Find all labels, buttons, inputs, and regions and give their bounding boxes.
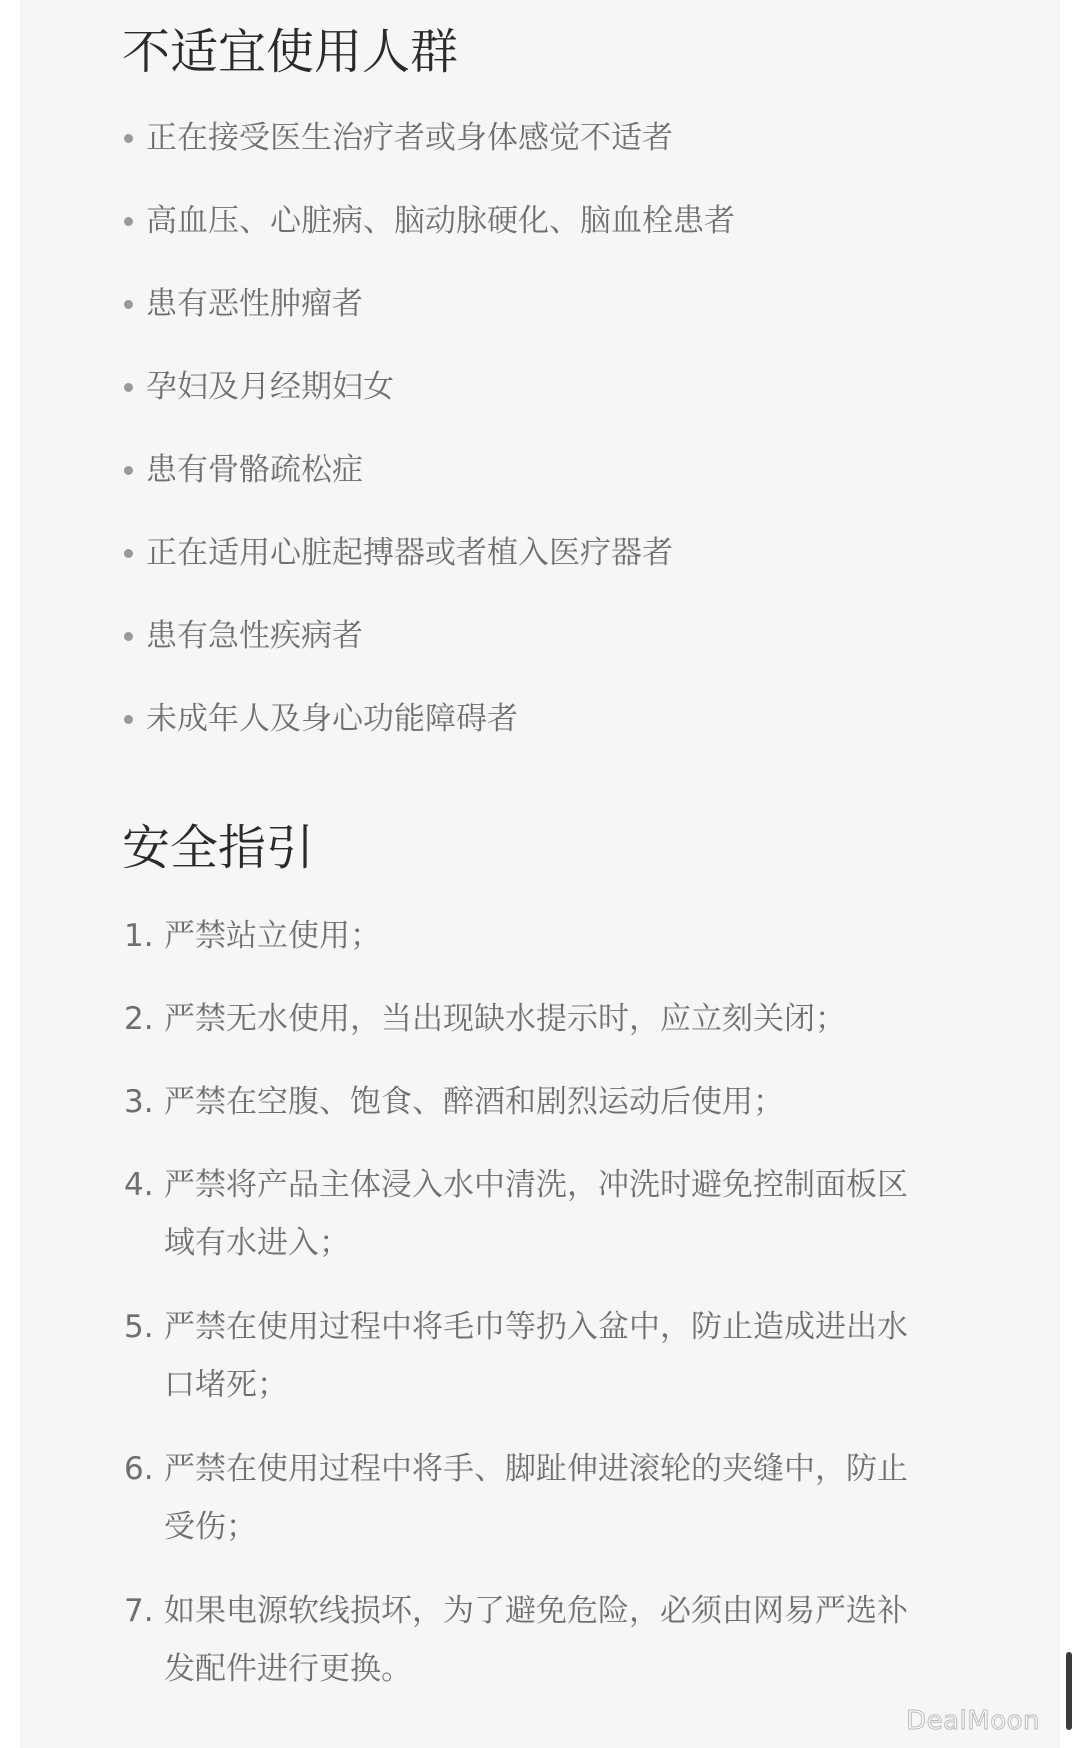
list-item — [124, 284, 735, 367]
guide-number: 4. — [124, 1167, 154, 1203]
bullet-icon — [124, 300, 133, 309]
guide-text: 如果电源软线损坏，为了避免危险，必须由网易严选补发配件进行更换。 — [164, 1593, 908, 1687]
guide-number: 1. — [124, 918, 154, 954]
guide-number: 6. — [124, 1451, 154, 1487]
guide-item — [124, 1440, 924, 1556]
guide-item — [124, 1298, 924, 1414]
guide-number: 2. — [124, 1001, 154, 1037]
list-item-text: 正在适用心脏起搏器或者植入医疗器者 — [146, 535, 673, 571]
guide-text: 严禁在使用过程中将手、脚趾伸进滚轮的夹缝中，防止受伤； — [164, 1451, 908, 1545]
list-item-text: 孕妇及月经期妇女 — [146, 369, 394, 405]
guide-number: 3. — [124, 1084, 154, 1120]
guide-number: 7. — [124, 1593, 154, 1629]
list-item — [124, 616, 735, 699]
bullet-icon — [124, 134, 133, 143]
guide-text: 严禁站立使用； — [164, 918, 381, 954]
bullet-icon — [124, 383, 133, 392]
scrollbar-thumb[interactable] — [1066, 1652, 1072, 1730]
bullet-icon — [124, 466, 133, 475]
list-item-text: 患有急性疾病者 — [146, 618, 363, 654]
guide-item — [124, 1156, 924, 1272]
list-item-text: 正在接受医生治疗者或身体感觉不适者 — [146, 120, 673, 156]
guide-text: 严禁在空腹、饱食、醉酒和剧烈运动后使用； — [164, 1084, 784, 1120]
bullet-icon — [124, 632, 133, 641]
list-item — [124, 699, 735, 782]
list-item — [124, 450, 735, 533]
list-item — [124, 118, 735, 201]
guide-text: 严禁将产品主体浸入水中清洗，冲洗时避免控制面板区域有水进入； — [164, 1167, 908, 1261]
list-item-text: 患有骨骼疏松症 — [146, 452, 363, 488]
list-item-text: 高血压、心脏病、脑动脉硬化、脑血栓患者 — [146, 203, 735, 239]
guide-text: 严禁无水使用，当出现缺水提示时，应立刻关闭； — [164, 1001, 846, 1037]
dealmoon-watermark: DealMoon — [906, 1706, 1040, 1736]
unsuitable-heading: 不适宜使用人群 — [122, 24, 459, 80]
guide-item — [124, 907, 924, 965]
guide-number: 5. — [124, 1309, 154, 1345]
guide-item — [124, 990, 924, 1048]
bullet-icon — [124, 549, 133, 558]
unsuitable-list — [124, 118, 735, 782]
bullet-icon — [124, 217, 133, 226]
list-item-text: 未成年人及身心功能障碍者 — [146, 701, 518, 737]
list-item — [124, 533, 735, 616]
bullet-icon — [124, 715, 133, 724]
list-item-text: 患有恶性肿瘤者 — [146, 286, 363, 322]
safety-heading: 安全指引 — [122, 820, 315, 876]
guide-text: 严禁在使用过程中将毛巾等扔入盆中，防止造成进出水口堵死； — [164, 1309, 908, 1403]
guide-item — [124, 1073, 924, 1131]
list-item — [124, 367, 735, 450]
guide-item — [124, 1582, 924, 1698]
list-item — [124, 201, 735, 284]
